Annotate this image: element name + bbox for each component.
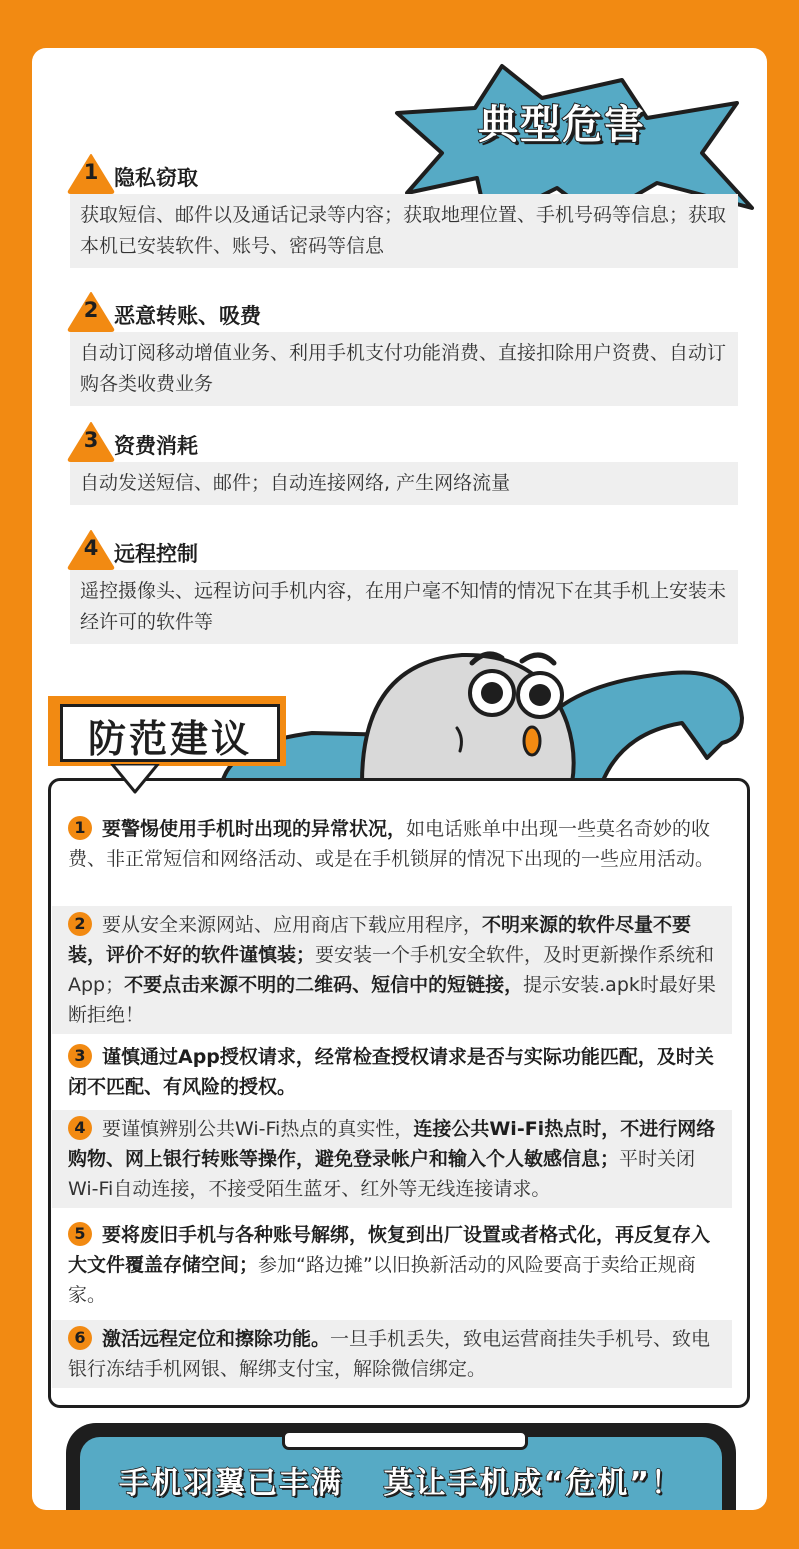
tip-bold: 不明来源的软件尽量不要装，评价不好的软件谨慎装； — [68, 914, 692, 966]
tip-bold: 连接公共Wi-Fi热点时，不进行网络购物、网上银行转账等操作，避免登录帐户和输入个人敏感信息； — [68, 1118, 716, 1170]
hazard-title: 远程控制 — [114, 542, 198, 566]
tip-number: 2 — [68, 912, 92, 936]
tip-number: 3 — [68, 1044, 92, 1068]
tip-text: 要谨慎辨别公共Wi-Fi热点的真实性， — [102, 1118, 414, 1140]
tip-text: 要从安全来源网站、应用商店下载应用程序， — [102, 914, 483, 936]
prevention-tip — [52, 1216, 732, 1314]
tip-bold: 要警惕使用手机时出现的异常状况， — [102, 818, 407, 840]
tip-text: 平时关闭Wi-Fi自动连接，不接受陌生蓝牙、红外等无线连接请求。 — [68, 1148, 696, 1200]
tip-number: 6 — [68, 1326, 92, 1350]
tip-bold: 激活远程定位和擦除功能。 — [102, 1328, 331, 1350]
tip-number: 1 — [68, 816, 92, 840]
hazard-number: 3 — [83, 428, 99, 452]
content-card — [32, 48, 767, 1510]
hazard-item — [70, 158, 738, 268]
tip-text: 提示安装.apk时最好果断拒绝！ — [68, 974, 716, 1026]
footer-slogan: 手机羽翼已丰满 莫让手机成“危机”！ — [119, 1466, 683, 1501]
prevention-tip — [52, 1110, 732, 1208]
tip-text: 一旦手机丢失，致电运营商挂失手机号、致电银行冻结手机网银、解绑支付宝，解除微信绑定。 — [68, 1328, 711, 1380]
hazard-title: 恶意转账、吸费 — [114, 304, 261, 328]
hazard-item — [70, 296, 738, 406]
hazard-item — [70, 426, 738, 505]
hazard-description: 遥控摄像头、远程访问手机内容，在用户毫不知情的情况下在其手机上安装未经许可的软件等 — [70, 570, 738, 644]
section-title-prevention: 防范建议 — [87, 717, 252, 761]
hazard-title: 隐私窃取 — [114, 166, 198, 190]
tip-text: 要安装一个手机安全软件，及时更新操作系统和App； — [68, 944, 715, 996]
hazard-description: 获取短信、邮件以及通话记录等内容；获取地理位置、手机号码等信息；获取本机已安装软件、账号、密码等信息 — [70, 194, 738, 268]
hazard-number: 1 — [83, 160, 99, 184]
phone-notch — [282, 1430, 528, 1450]
prevention-tip — [52, 906, 732, 1034]
hazard-number: 2 — [83, 298, 99, 322]
hazard-number: 4 — [83, 536, 99, 560]
tip-number: 4 — [68, 1116, 92, 1140]
prevention-tip — [52, 1038, 732, 1106]
prevention-tip — [52, 810, 732, 878]
section-title-hazards: 典型危害 — [478, 102, 646, 148]
hazard-description: 自动订阅移动增值业务、利用手机支付功能消费、直接扣除用户资费、自动订购各类收费业务 — [70, 332, 738, 406]
tip-number: 5 — [68, 1222, 92, 1246]
mascot-illustration — [202, 643, 762, 783]
prevention-tip — [52, 1320, 732, 1388]
hazard-description: 自动发送短信、邮件；自动连接网络, 产生网络流量 — [70, 462, 738, 505]
tip-bold: 谨慎通过App授权请求，经常检查授权请求是否与实际功能匹配，及时关闭不匹配、有风险的授权。 — [68, 1046, 714, 1098]
tip-text: 如电话账单中出现一些莫名奇妙的收费、非正常短信和网络活动、或是在手机锁屏的情况下出现的一些应用活动。 — [68, 818, 715, 870]
tip-text: 参加“路边摊”以旧换新活动的风险要高于卖给正规商家。 — [68, 1254, 696, 1306]
hazard-item — [70, 534, 738, 644]
label-pointer — [110, 764, 160, 794]
tip-bold: 不要点击来源不明的二维码、短信中的短链接， — [124, 974, 524, 996]
tip-bold: 要将废旧手机与各种账号解绑，恢复到出厂设置或者格式化，再反复存入大文件覆盖存储空间； — [68, 1224, 711, 1276]
hazard-title: 资费消耗 — [114, 434, 198, 458]
